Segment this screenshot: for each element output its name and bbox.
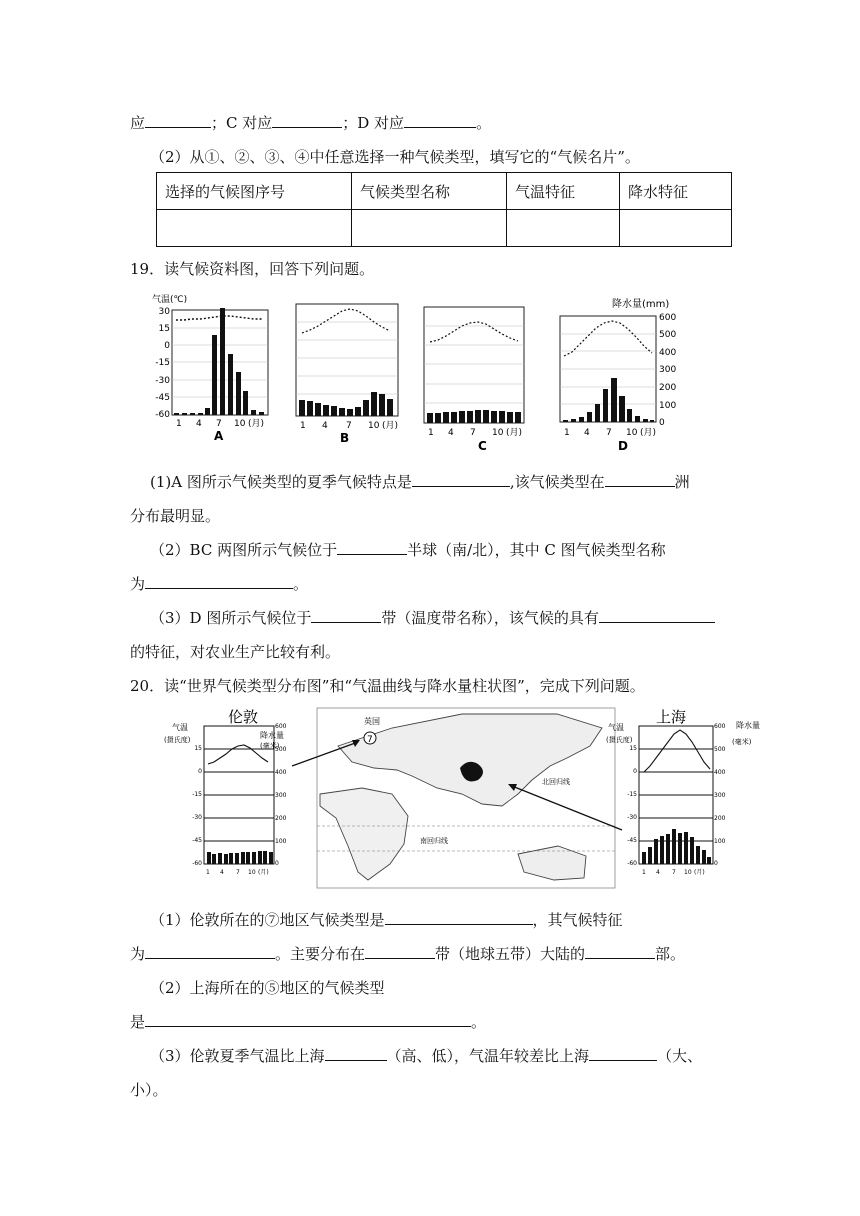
- climate-charts-figure: [150, 290, 710, 455]
- q19-part3-cont: 的特征，对农业生产比较有利。: [130, 643, 341, 661]
- svg-text:7: 7: [236, 869, 240, 876]
- q18-line1: 应 ；C 对应 ；D 对应 。: [130, 114, 492, 132]
- svg-text:300: 300: [275, 792, 287, 799]
- month-tick: (月): [382, 421, 399, 431]
- q20-part2-cont: 是 。: [130, 1013, 487, 1031]
- svg-text:200: 200: [714, 815, 726, 822]
- chart-label: D: [618, 439, 628, 453]
- answer-blank[interactable]: [385, 910, 533, 925]
- city-name: 伦敦: [228, 708, 259, 726]
- temp-tick: 30: [158, 307, 170, 317]
- temp-tick: 0: [164, 341, 170, 351]
- q19-part2-cont: 为 。: [130, 575, 309, 593]
- answer-blank[interactable]: [585, 944, 655, 959]
- answer-blank[interactable]: [145, 1012, 471, 1027]
- month-tick: (月): [506, 428, 523, 438]
- q20-part3: （3）伦敦夏季气温比上海 （高、低），气温年较差比上海 （大、: [150, 1047, 703, 1065]
- answer-blank[interactable]: [605, 472, 675, 487]
- month-tick: 7: [470, 428, 476, 438]
- svg-text:1: 1: [642, 869, 646, 876]
- month-tick: 7: [346, 421, 352, 431]
- precip-tick: 200: [659, 383, 677, 393]
- temp-label: 气温: [172, 723, 188, 732]
- temp-unit: (摄氏度): [606, 736, 633, 744]
- map-label-uk: 英国: [364, 717, 380, 726]
- answer-blank[interactable]: [311, 608, 381, 623]
- precip-unit: (毫米): [260, 742, 280, 750]
- svg-text:0: 0: [714, 860, 718, 867]
- chart-b: [296, 304, 398, 445]
- precip-label: 降水量: [260, 731, 284, 740]
- table-header: 气候类型名称: [352, 173, 507, 210]
- table-header: 选择的气候图序号: [157, 173, 352, 210]
- table-cell[interactable]: [507, 210, 620, 247]
- svg-text:400: 400: [275, 769, 287, 776]
- svg-text:(月): (月): [694, 869, 705, 876]
- precip-tick: 500: [659, 330, 677, 340]
- month-tick: (月): [640, 428, 657, 438]
- precip-tick: 400: [659, 348, 677, 358]
- answer-blank[interactable]: [404, 113, 476, 128]
- world-climate-figure: [162, 706, 760, 890]
- answer-blank[interactable]: [589, 1046, 657, 1061]
- q20-part1-cont: 为 。主要分布在 带（地球五带）大陆的 部。: [130, 945, 686, 963]
- chart-label: B: [340, 431, 350, 445]
- answer-blank[interactable]: [145, 574, 293, 589]
- month-tick: 10: [492, 428, 504, 438]
- svg-text:-45: -45: [627, 837, 637, 844]
- svg-text:600: 600: [275, 723, 287, 730]
- svg-text:4: 4: [220, 869, 224, 876]
- svg-text:100: 100: [714, 838, 726, 845]
- svg-text:-60: -60: [192, 860, 202, 867]
- svg-text:300: 300: [714, 792, 726, 799]
- svg-text:200: 200: [275, 815, 287, 822]
- temp-tick: -30: [155, 376, 170, 386]
- svg-text:10: 10: [248, 869, 256, 876]
- chart-label: C: [478, 439, 487, 453]
- temp-axis-title: 气温(℃): [152, 295, 188, 305]
- svg-text:500: 500: [275, 746, 287, 753]
- svg-text:(月): (月): [258, 869, 269, 876]
- svg-text:15: 15: [194, 745, 202, 752]
- svg-text:15: 15: [629, 745, 637, 752]
- map-label-tropic-s: 南回归线: [420, 837, 448, 845]
- q19-part2: （2）BC 两图所示气候位于 半球（南/北），其中 C 图气候类型名称: [150, 541, 666, 559]
- q20-part3-cont: 小）。: [130, 1081, 168, 1099]
- chart-label: A: [214, 429, 224, 443]
- table-cell[interactable]: [620, 210, 732, 247]
- temp-tick: -45: [155, 393, 170, 403]
- city-name: 上海: [656, 708, 687, 726]
- month-tick: 10: [368, 421, 380, 431]
- precip-axis-title: 降水量(mm): [612, 299, 670, 310]
- precip-label: 降水量: [736, 721, 760, 730]
- shanghai-chart: [606, 708, 760, 876]
- svg-text:400: 400: [714, 769, 726, 776]
- month-tick: 7: [216, 419, 222, 429]
- temp-unit: (摄氏度): [164, 736, 191, 744]
- q20-part1: （1）伦敦所在的⑦地区气候类型是 ，其气候特征: [150, 911, 623, 929]
- chart-a: [152, 293, 268, 443]
- month-tick: 1: [176, 419, 182, 429]
- precip-tick: 600: [659, 313, 677, 323]
- svg-text:600: 600: [714, 723, 726, 730]
- precip-tick: 0: [659, 418, 665, 428]
- answer-blank[interactable]: [365, 944, 435, 959]
- month-tick: 10: [626, 428, 638, 438]
- month-tick: 4: [196, 419, 202, 429]
- climate-card-table: [156, 172, 732, 247]
- chart-c: [424, 307, 524, 453]
- month-tick: 4: [448, 428, 454, 438]
- answer-blank[interactable]: [145, 944, 275, 959]
- temp-label: 气温: [608, 723, 624, 732]
- london-chart: [164, 708, 287, 876]
- month-tick: 1: [300, 421, 306, 431]
- chart-d: [560, 297, 676, 453]
- svg-text:500: 500: [714, 746, 726, 753]
- temp-tick: -15: [155, 358, 170, 368]
- month-tick: 1: [564, 428, 570, 438]
- answer-blank[interactable]: [145, 113, 211, 128]
- svg-text:7: 7: [367, 735, 373, 745]
- q19-part1-cont: 分布最明显。: [130, 507, 221, 525]
- month-tick: 4: [322, 421, 328, 431]
- svg-text:0: 0: [275, 860, 279, 867]
- table-header: 降水特征: [620, 173, 732, 210]
- month-tick: 10: [234, 419, 246, 429]
- precip-tick: 100: [659, 401, 677, 411]
- svg-text:-15: -15: [627, 791, 637, 798]
- month-tick: 1: [428, 428, 434, 438]
- month-tick: 4: [584, 428, 590, 438]
- answer-blank[interactable]: [325, 1046, 387, 1061]
- svg-text:1: 1: [206, 869, 210, 876]
- answer-blank[interactable]: [412, 472, 510, 487]
- q20-title: 20．读“世界气候类型分布图”和“气温曲线与降水量柱状图”，完成下列问题。: [130, 677, 645, 695]
- precip-tick: 300: [659, 365, 677, 375]
- svg-text:-45: -45: [192, 837, 202, 844]
- svg-text:0: 0: [633, 768, 637, 775]
- svg-text:-60: -60: [627, 860, 637, 867]
- svg-text:7: 7: [672, 869, 676, 876]
- svg-text:4: 4: [656, 869, 660, 876]
- q18-part2: （2）从①、②、③、④中任意选择一种气候类型，填写它的“气候名片”。: [150, 148, 640, 166]
- month-tick: 7: [606, 428, 612, 438]
- answer-blank[interactable]: [599, 608, 715, 623]
- svg-text:-15: -15: [192, 791, 202, 798]
- table-cell[interactable]: [352, 210, 507, 247]
- q19-title: 19．读气候资料图，回答下列问题。: [130, 260, 375, 278]
- map-label-tropic-n: 北回归线: [542, 778, 570, 786]
- svg-text:0: 0: [198, 768, 202, 775]
- answer-blank[interactable]: [337, 540, 407, 555]
- temp-tick: -60: [155, 410, 170, 420]
- q19-part3: （3）D 图所示气候位于 带（温度带名称），该气候的具有: [150, 607, 715, 628]
- precip-unit: (毫米): [732, 738, 752, 746]
- svg-text:100: 100: [275, 838, 287, 845]
- world-map: [292, 708, 622, 888]
- temp-tick: 15: [158, 324, 170, 334]
- table-header: 气温特征: [507, 173, 620, 210]
- table-cell[interactable]: [157, 210, 352, 247]
- q20-part2: （2）上海所在的⑤地区的气候类型: [150, 979, 385, 997]
- svg-text:-30: -30: [192, 814, 202, 821]
- svg-text:-30: -30: [627, 814, 637, 821]
- month-tick: (月): [248, 419, 265, 429]
- answer-blank[interactable]: [272, 113, 342, 128]
- q19-part1: (1)A 图所示气候类型的夏季气候特点是 ,该气候类型在 洲: [150, 473, 690, 491]
- svg-text:10: 10: [684, 869, 692, 876]
